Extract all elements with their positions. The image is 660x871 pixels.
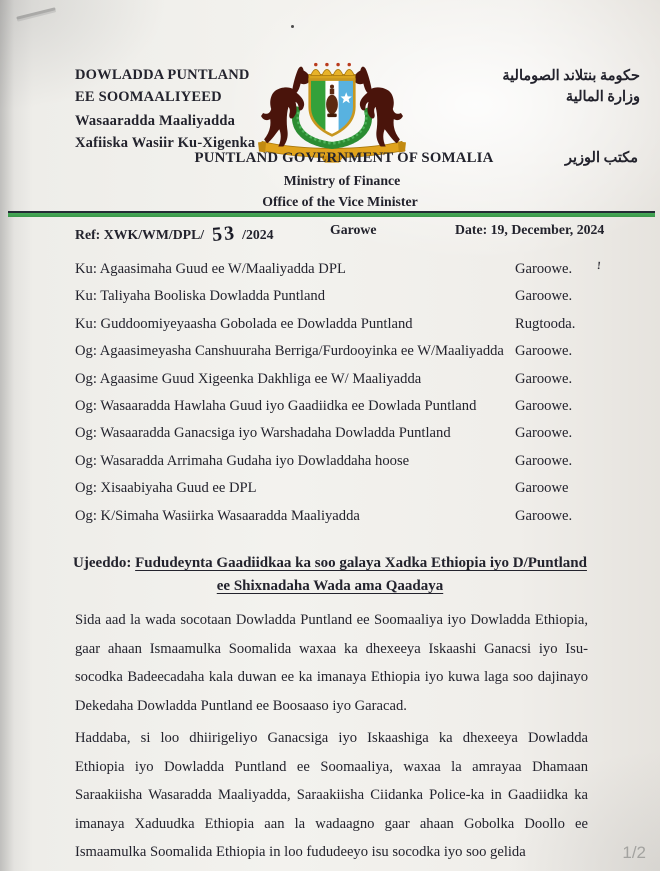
paper-edge-shadow [0, 0, 14, 871]
subject-block [40, 552, 620, 598]
page-number: 1/2 [622, 843, 646, 862]
org-line: Xafiiska Wasiir Ku-Xigenka [75, 135, 256, 151]
recipient-row: Ku: Guddoomiyeyaasha Gobolada ee Dowladda Puntland Rugtooda. [75, 315, 576, 332]
header-separator-rule [8, 211, 655, 217]
recipient-place: Garoowe. [515, 452, 573, 469]
paragraph-line: Sida aad la wada socotaan Dowladda Puntland ee Soomaaliya iyo Dowladda Ethiopia, [75, 612, 588, 628]
pen-tick-mark: ! [596, 259, 602, 273]
shield-icon [310, 80, 355, 137]
ink-speck [291, 25, 294, 28]
body-paragraph-1 [75, 606, 588, 720]
recipient-place: Garoowe. [515, 288, 573, 305]
arabic-gov-line: حكومة بنتلاند الصومالية [502, 68, 640, 84]
recipient-place: Garoowe. [515, 507, 573, 524]
recipient-row: Og: K/Simaha Wasiirka Wasaaradda Maaliyadda Garoowe. [75, 507, 573, 524]
arabic-office-title: مكتب الوزير [565, 150, 638, 166]
office-title: Office of the Vice Minister [262, 194, 418, 209]
paragraph-line: Saraakiisha Wasaradda Maaliyadda, Saraakiisha Ciidanka Police-ka in Gaadiidka ka [75, 787, 588, 804]
paragraph-line: imanaya Xaduudka Ethiopia aan la wadaagno gaar ahaan Gobolka Doollo ee [75, 815, 588, 832]
letterhead-arabic-block [502, 66, 640, 108]
paragraph-line: Ethiopia iyo Dowladda Puntland ee Soomaaliya, waxaa la amrayaa Dhamaan [75, 758, 588, 775]
org-line: DOWLADDA PUNTLAND [75, 67, 250, 83]
recipient-place: Garoowe. [515, 397, 573, 414]
org-line: EE SOOMAALIYEED [75, 89, 222, 105]
paragraph-line: socodka Badeecadaha kala duwan ee ka imanaya Ethiopia iyo kuwa laga soo dajinayo [75, 669, 588, 686]
recipient-row: Og: Wasaaradda Hawlaha Guud iyo Gaadiidka ee Dowlada Puntland Garoowe. [75, 397, 573, 414]
paragraph-line: Ismaamulka Soomalida Ethiopia in loo fududeeyo isu socodka iyo soo gelida [75, 844, 526, 861]
subject-label: Ujeeddo: [73, 555, 132, 571]
ref-date: Date: 19, December, 2024 [455, 222, 605, 237]
recipient-row: Og: Agaasimeyasha Canshuuraha Berriga/Furdooyinka ee W/Maaliyadda Garoowe. [75, 343, 573, 360]
body-paragraph-2 [75, 724, 588, 867]
subject-underlined-2: ee Shixnadaha Wada ama Qaadaya [216, 578, 444, 594]
ref-suffix: /2024 [242, 227, 274, 242]
recipient-row: Ku: Taliyaha Booliska Dowladda Puntland Garoowe. [75, 288, 573, 305]
recipient-place: Garoowe. [515, 343, 573, 360]
recipient-row: Ku: Agaasimaha Guud ee W/Maaliyadda DPL Garoowe. [75, 261, 573, 277]
paragraph-line: gaar ahaan Ismaamulka Soomalida waxaa ka dhexeeya Iskaashi Ganacsi iyo Isu- [75, 640, 588, 657]
org-line: Wasaaradda Maaliyadda [75, 113, 236, 129]
ministry-title: Ministry of Finance [283, 173, 401, 188]
letterhead-somali-block [75, 64, 255, 154]
crown-icon [309, 63, 356, 80]
recipient-row: Og: Xisaabiyaha Guud ee DPL Garoowe [75, 480, 569, 497]
paragraph-line: Haddaba, si loo dhiirigeliyo Ganacsiga iyo Iskaashiga ka dhexeeya Dowladda [75, 730, 588, 746]
ref-city: Garowe [330, 222, 377, 237]
recipient-row: Og: Agaasime Guud Xigeenka Dakhliga ee W/ Maaliyadda Garoowe. [75, 370, 573, 387]
handwritten-ref-number: 53 [211, 221, 238, 247]
puntland-coat-of-arms [256, 61, 408, 163]
recipient-row: Og: Wasaradda Arrimaha Gudaha iyo Dowladdaha hoose Garoowe. [75, 452, 573, 469]
arabic-ministry-line: وزارة المالية [565, 89, 640, 105]
recipient-place: Garoowe [515, 480, 569, 497]
recipient-place: Garoowe. [515, 370, 573, 387]
recipient-place: Garoowe. [515, 425, 573, 442]
recipient-row: Og: Wasaaradda Ganacsiga iyo Warshadaha Dowladda Puntland Garoowe. [75, 425, 573, 442]
ref-label: Ref: XWK/WM/DPL/ [75, 227, 205, 242]
subject-underlined-1: Fududeynta Gaadiidkaa ka soo galaya Xadka Ethiopia iyo D/Puntland [135, 555, 587, 571]
government-title: PUNTLAND GOVERNMENT OF SOMALIA [194, 150, 494, 166]
subject-line-1 [40, 552, 620, 575]
recipient-place: Rugtooda. [515, 315, 576, 332]
recipient-list [75, 261, 642, 535]
staple-mark [16, 7, 56, 20]
reference-row [75, 222, 640, 246]
paragraph-line: Dekedaha Dowladda Puntland ee Boosaaso iyo Garacad. [75, 697, 407, 714]
recipient-place: Garoowe. [515, 261, 573, 277]
